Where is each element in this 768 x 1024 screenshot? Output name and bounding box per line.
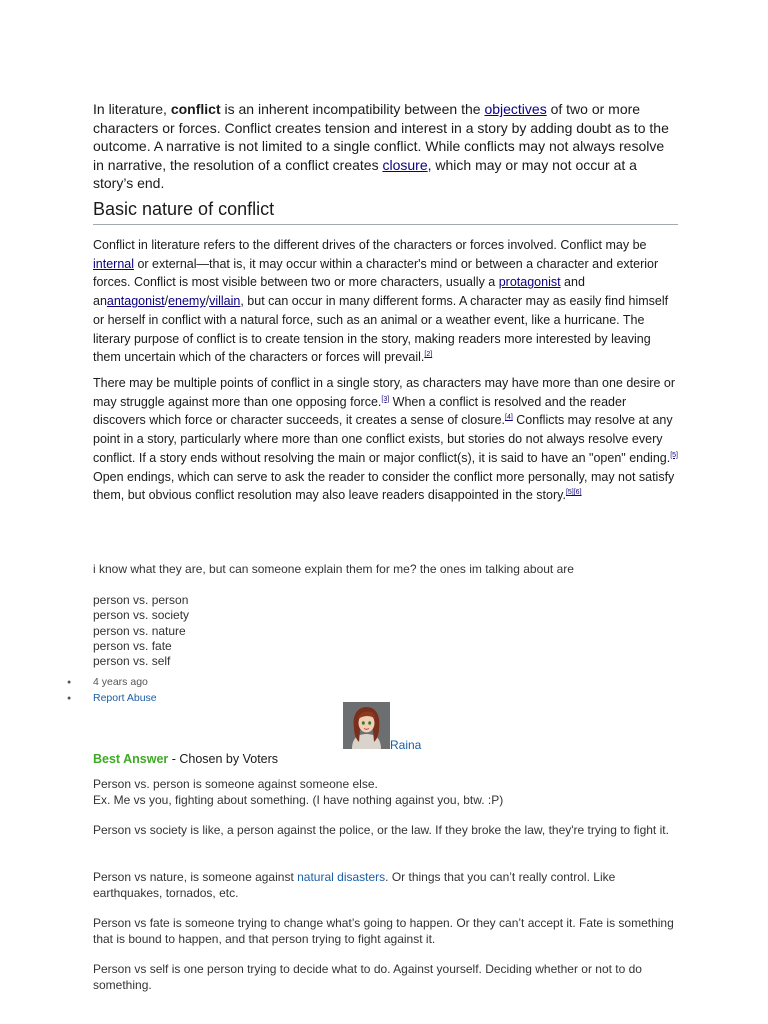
- answer-paragraph: Person vs self is one person trying to decide what to do. Against yourself. Deciding whether or not to do something.: [93, 962, 642, 992]
- paragraph-text: Open endings, which can serve to ask the reader to consider the conflict more personally, may not satisfy them, but obvious conflict resolution may also leave readers disappointed in the story.: [93, 469, 675, 503]
- slash: /: [164, 294, 169, 309]
- link-protagonist[interactable]: protagonist: [498, 275, 561, 290]
- link-enemy[interactable]: enemy: [168, 294, 206, 309]
- answer-line: Ex. Me vs you, fighting about something. (I have nothing against you, btw. :P): [93, 792, 504, 807]
- citation-link[interactable]: [5]: [670, 451, 679, 459]
- question-meta: [64, 675, 157, 706]
- link-objectives[interactable]: objectives: [484, 101, 547, 117]
- answer-paragraph: Person vs fate is someone trying to change what’s going to happen. Or they can’t accept it. Fate is something that is bound to happen, and that person trying to fight against it.: [93, 916, 674, 946]
- avatar[interactable]: [343, 702, 390, 749]
- citation-link[interactable]: [3]: [381, 395, 390, 403]
- question-text: i know what they are, but can someone explain them for me? the ones im talking about are: [93, 562, 574, 576]
- intro-text: , which may or may not occur at a story’s end.: [93, 156, 637, 191]
- intro-text: is an inherent incompatibility between the: [220, 101, 485, 117]
- link-internal[interactable]: internal: [93, 256, 134, 271]
- paragraph-text: Conflicts may resolve at any point in a story, particularly where more than one conflict exists, but stories do not always resolve every conflict. If a story ends without resolving the main or major conflict(s), it is said to have an "open" ending.: [93, 413, 673, 465]
- best-answer-label: Best Answer: [93, 752, 169, 766]
- topic-list: [93, 593, 678, 669]
- slash: /: [205, 294, 210, 309]
- intro-text: of two or more characters or forces. Conflict creates tension and interest in a story by adding doubt as to the outcome. A narrative is not limited to a single conflict. While conflicts may not always resolve in narrative, the resolution of a conflict creates: [93, 101, 669, 173]
- post-age: ● 4 years ago: [64, 675, 157, 691]
- citation-link[interactable]: [5][6]: [565, 489, 582, 497]
- answer-paragraph: [93, 777, 678, 808]
- list-item: person vs. fate: [93, 638, 172, 653]
- link-villain[interactable]: villain: [209, 294, 241, 309]
- list-item: person vs. self: [93, 654, 171, 669]
- list-item: person vs. person: [93, 593, 189, 607]
- paragraph-text: , but can occur in many different forms. A character may as easily find himself or herself in conflict with a natural force, such as an animal or a weather event, like a hurricane. The literary purpose of conflict is to create tension in the story, making readers more interested by leaving them uncertain which of the characters or forces will prevail.: [93, 294, 669, 365]
- answer-text: Person vs nature, is someone against: [93, 870, 298, 884]
- paragraph-text: Conflict in literature refers to the different drives of the characters or forces involved. Conflict may be: [93, 238, 647, 252]
- answer-paragraph: [93, 870, 678, 901]
- citation-link[interactable]: [2]: [424, 351, 433, 359]
- body-paragraph-1: [93, 236, 678, 367]
- best-answer-header: [93, 752, 278, 766]
- answerer-name[interactable]: Raina: [390, 738, 422, 752]
- paragraph-text: When a conflict is resolved and the reader discovers which force or character succeeds, it creates a sense of closure.: [93, 394, 627, 428]
- avatar-icon: [343, 702, 390, 749]
- intro-text: In literature,: [93, 101, 171, 117]
- section-heading: Basic nature of conflict: [93, 199, 678, 225]
- paragraph-text: or external—that is, it may occur within a character's mind or between a character and exterior forces. Conflict is most visible between two or more characters, usually a: [93, 256, 659, 290]
- paragraph-text: and an: [93, 275, 585, 309]
- list-item: person vs. society: [93, 608, 190, 623]
- paragraph-text: There may be multiple points of conflict in a single story, as characters may have more than one desire or may struggle against more than one opposing force.: [93, 376, 675, 409]
- link-antagonist[interactable]: antagonist: [106, 294, 165, 309]
- natural-disasters-link[interactable]: natural disasters: [297, 870, 386, 884]
- intro-paragraph: [93, 100, 678, 193]
- answer-text: . Or things that you can’t really control. Like earthquakes, tornados, etc.: [93, 870, 616, 900]
- link-closure[interactable]: closure: [382, 156, 428, 173]
- answer-paragraph: Person vs society is like, a person against the police, or the law. If they broke the law, they're trying to fight it.: [93, 823, 669, 837]
- chosen-by-text: - Chosen by Voters: [168, 752, 279, 766]
- report-abuse-link[interactable]: ● Report Abuse: [64, 691, 157, 707]
- body-paragraph-2: [93, 374, 678, 505]
- answer-line: Person vs. person is someone against someone else.: [93, 777, 378, 791]
- conflict-term: conflict: [170, 101, 221, 117]
- list-item: person vs. nature: [93, 623, 186, 638]
- citation-link[interactable]: [4]: [505, 414, 513, 422]
